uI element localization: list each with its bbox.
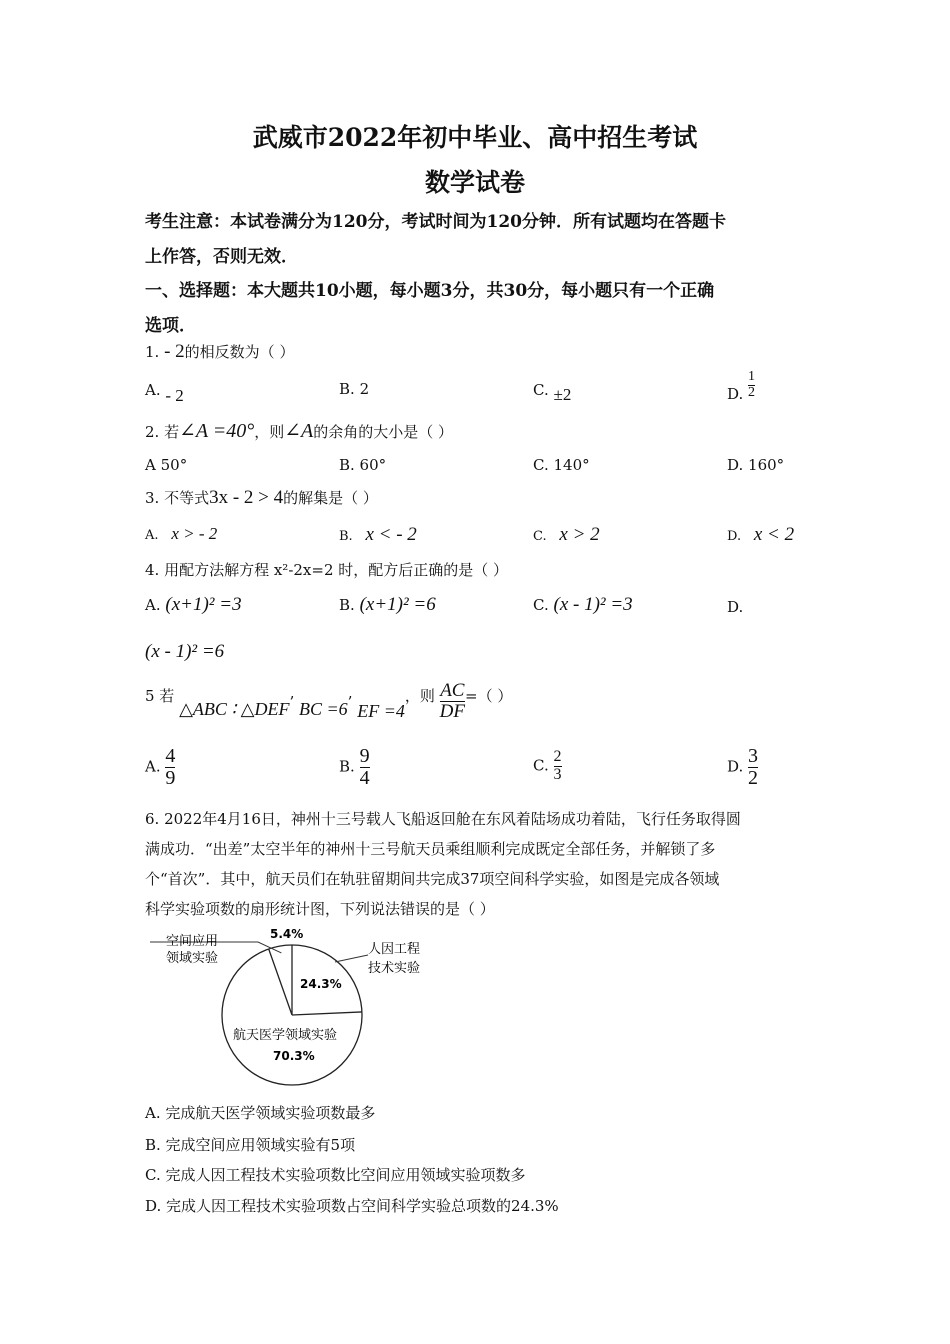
q5-fraction <box>440 681 465 722</box>
denominator: 3 <box>553 765 562 783</box>
q5-option-c <box>533 749 562 784</box>
q2-expression: ∠A =40° <box>179 420 255 442</box>
q2-option-a: A 50° <box>145 456 188 474</box>
notice-line-1: 考生注意：本试卷满分为120分，考试时间为120分钟．所有试题均在答题卡 <box>145 212 726 232</box>
option-value: x > - 2 <box>171 524 218 543</box>
slice-label-human-factor-line-2: 技术实验 <box>368 961 421 976</box>
option-value: x < - 2 <box>365 524 417 545</box>
q5-similarity: △ABC ∶ △DEF <box>179 699 290 720</box>
q5-then: ，则 <box>404 687 435 706</box>
section-heading-line-2: 选项． <box>145 316 196 336</box>
q2-option-d: D. 160° <box>727 456 785 474</box>
question-5: 5 若 △ABC ∶ △DEF’ BC =6’ EF =4，则 $\frac{AC}{DF}$ =（ ） <box>145 680 513 722</box>
q5-prefix: 5 若 <box>145 687 175 706</box>
question-6-line-1: 6. 2022年4月16日，神州十三号载人飞船返回舱在东风着陆场成功着陆，飞行任务取得圆 <box>145 810 741 828</box>
numerator: AC <box>440 680 465 701</box>
question-6-line-3: 个“首次”．其中，航天员们在轨驻留期间共完成37项空间科学实验，如图是完成各领域 <box>145 870 720 888</box>
leader-line-human-factor <box>335 955 368 962</box>
option-label: B. <box>339 757 355 776</box>
fraction <box>165 746 175 789</box>
q6-option-d: D. 完成人因工程技术实验项数占空间科学实验总项数的24.3% <box>145 1197 559 1215</box>
denominator: 9 <box>165 767 176 789</box>
slice-label-human-factor-line-1: 人因工程 <box>368 942 421 957</box>
fraction <box>748 746 758 789</box>
option-label: B. <box>339 529 353 544</box>
option-value: (x - 1)² =3 <box>553 594 633 615</box>
numerator: 4 <box>165 745 176 767</box>
question-4: 4. 用配方法解方程 x²-2x=2 时，配方后正确的是（ ） <box>145 561 509 579</box>
q1-option-d <box>727 369 756 404</box>
q4-option-d <box>145 641 224 663</box>
q2-option-c: C. 140° <box>533 456 590 474</box>
q3-prefix: 3. 不等式 <box>145 489 210 507</box>
q3-option-b <box>339 524 417 546</box>
q6-option-a: A. 完成航天医学领域实验项数最多 <box>145 1104 376 1122</box>
q3-stem: 的解集是（ ） <box>283 489 378 507</box>
slice-label-medicine: 航天医学领域实验 <box>233 1028 338 1043</box>
option-label: C. <box>533 756 549 775</box>
option-value: x > 2 <box>559 524 600 545</box>
option-label: A. <box>145 528 159 543</box>
denominator: 2 <box>748 767 759 789</box>
option-value: - 2 <box>165 386 184 405</box>
exam-subtitle: 数学试卷 <box>424 168 525 197</box>
denominator: 4 <box>359 767 370 789</box>
q1-option-c <box>533 380 572 404</box>
q2-prefix: 2. 若 <box>145 423 180 441</box>
option-label: A. <box>145 757 161 776</box>
q5-option-d <box>727 746 758 789</box>
q4-option-c <box>533 594 633 616</box>
question-2 <box>145 418 453 443</box>
option-label: D. <box>727 757 744 776</box>
denominator: DF <box>439 700 465 722</box>
q5-ef: EF =4 <box>357 701 405 722</box>
q5-stem: =（ ） <box>465 687 513 706</box>
option-value: ±2 <box>553 385 572 404</box>
fraction <box>554 749 562 784</box>
pie-chart <box>140 920 460 1090</box>
q6-option-b: B. 完成空间应用领域实验有5项 <box>145 1136 356 1154</box>
q6-option-c: C. 完成人因工程技术实验项数比空间应用领域实验项数多 <box>145 1166 526 1184</box>
question-3 <box>145 487 378 509</box>
exam-title: 武威市2022年初中毕业、高中招生考试 <box>252 123 698 152</box>
q3-option-c <box>533 524 600 546</box>
q2-option-b: B. 60° <box>339 456 387 474</box>
option-value: (x+1)² =6 <box>359 594 436 615</box>
q2-angle: ∠A <box>284 420 314 442</box>
q4-option-d-label: D. <box>727 598 744 616</box>
option-label: D. <box>727 385 744 404</box>
option-label: B. <box>339 380 355 398</box>
option-label: A. <box>145 596 161 614</box>
q1-expression: - 2 <box>164 341 185 362</box>
numerator: 1 <box>748 369 756 384</box>
option-label: C. <box>533 381 549 399</box>
q4-option-b <box>339 594 436 616</box>
question-number: 1. <box>145 343 160 361</box>
q2-mid: ，则 <box>254 423 285 441</box>
numerator: 3 <box>748 745 759 767</box>
option-value: 2 <box>359 380 370 398</box>
q3-expression: 3x - 2 > 4 <box>209 487 284 508</box>
slice-value-space-app: 5.4% <box>270 927 304 941</box>
option-value: x < 2 <box>753 524 795 545</box>
numerator: 9 <box>359 745 370 767</box>
numerator: 2 <box>553 748 562 765</box>
slice-value-medicine: 70.3% <box>273 1049 315 1063</box>
q3-option-a <box>145 524 217 544</box>
question-6-line-4: 科学实验项数的扇形统计图，下列说法错误的是（ ） <box>145 900 495 918</box>
option-label: B. <box>339 596 355 614</box>
fraction <box>360 746 370 789</box>
option-label: C. <box>533 596 549 614</box>
slice-value-human-factor: 24.3% <box>300 977 342 991</box>
q1-option-a <box>145 380 184 405</box>
notice-line-2: 上作答，否则无效． <box>145 247 298 267</box>
q5-option-b <box>339 746 370 789</box>
section-heading-line-1: 一、选择题：本大题共10小题，每小题3分，共30分，每小题只有一个正确 <box>145 281 715 301</box>
slice-label-space-app-line-2: 领域实验 <box>166 951 219 966</box>
option-value: (x+1)² =3 <box>165 594 242 615</box>
q4-option-a <box>145 594 242 616</box>
q1-stem: 的相反数为（ ） <box>184 343 295 361</box>
option-value: (x - 1)² =6 <box>145 641 225 662</box>
option-label: A. <box>145 381 161 399</box>
slice-label-space-app-line-1: 空间应用 <box>166 934 219 949</box>
question-1 <box>145 341 294 363</box>
option-label: D. <box>727 529 742 544</box>
q3-option-d <box>727 524 794 546</box>
q2-stem: 的余角的大小是（ ） <box>313 423 453 441</box>
option-label: C. <box>533 529 547 544</box>
fraction <box>748 370 755 400</box>
denominator: 2 <box>748 384 756 400</box>
q1-option-b <box>339 380 369 398</box>
q5-bc: BC =6 <box>299 699 348 720</box>
q5-option-a <box>145 746 175 789</box>
question-6-line-2: 满成功．“出差”太空半年的神州十三号航天员乘组顺利完成既定全部任务，并解锁了多 <box>145 840 716 858</box>
